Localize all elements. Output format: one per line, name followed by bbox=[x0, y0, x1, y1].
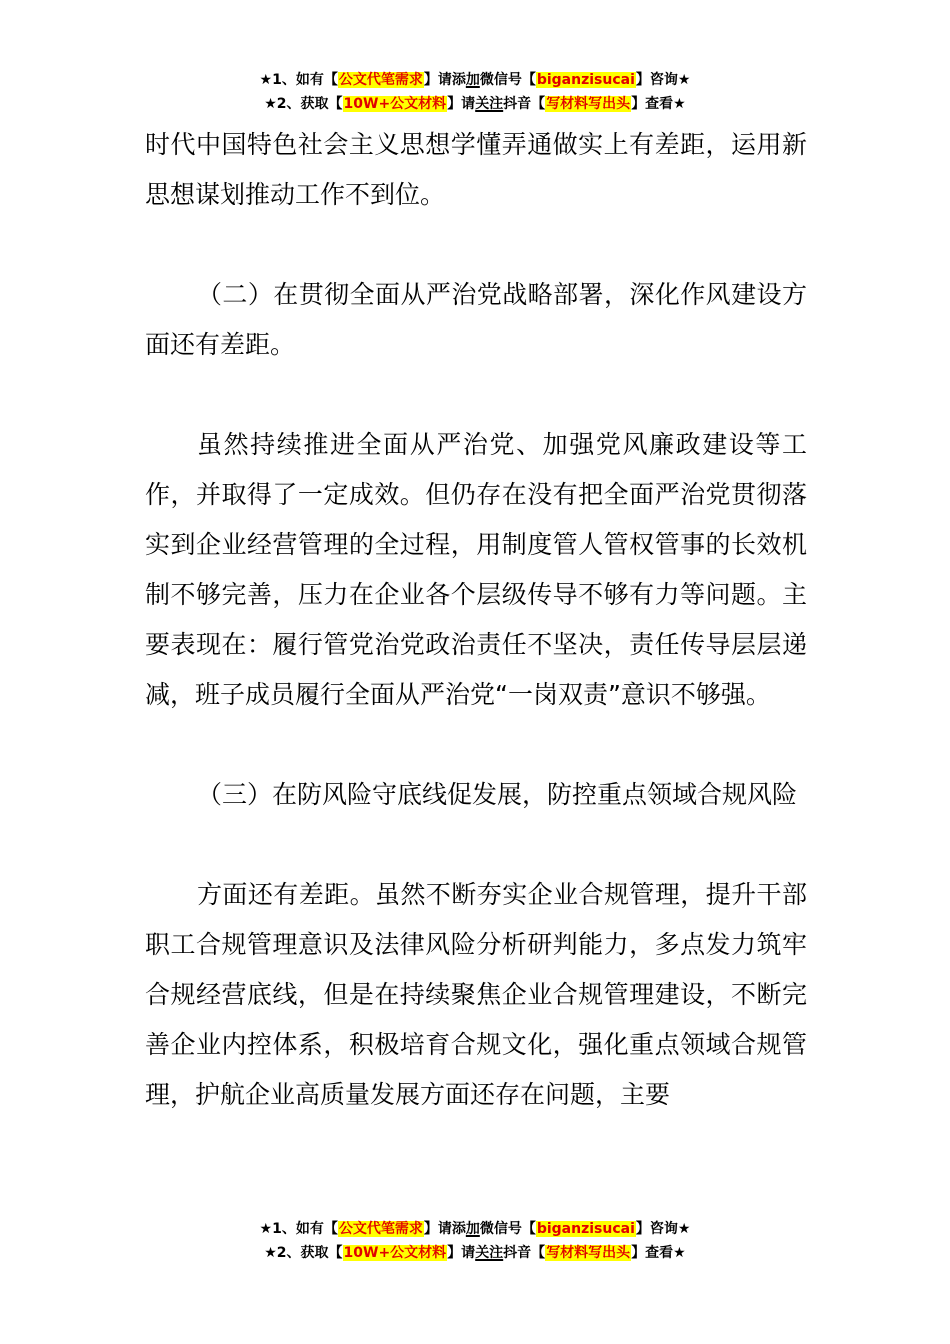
highlight-wechat-id: biganzisucai bbox=[536, 72, 635, 88]
banner-line-1: ★1、如有【公文代笔需求】请添加微信号【biganzisucai】咨询★ bbox=[259, 72, 691, 88]
banner-line-2: ★2、获取【10W+公文材料】请关注抖音【写材料写出头】查看★ bbox=[264, 96, 686, 112]
banner-line-2: ★2、获取【10W+公文材料】请关注抖音【写材料写出头】查看★ bbox=[264, 1245, 686, 1261]
paragraph-continuation: 时代中国特色社会主义思想学懂弄通做实上有差距，运用新思想谋划推动工作不到位。 bbox=[145, 130, 807, 209]
paragraph-body: 虽然持续推进全面从严治党、加强党风廉政建设等工作，并取得了一定成效。但仍存在没有把全面严治党贯彻落实到企业经营管理的全过程，用制度管人管权管事的长效机制不够完善，压力在企业各个层级传导不够有力等问题。主要表现在：履行管党治党政治责任不坚决，责任传导层层递减，班子成员履行全面从严治党“一岗双责”意识不够强。 bbox=[145, 430, 807, 709]
highlight-wechat-id: biganzisucai bbox=[536, 1221, 635, 1237]
highlight-service: 公文代笔需求 bbox=[338, 1221, 423, 1237]
footer-banner bbox=[0, 1217, 950, 1265]
section-heading-2: （二）在贯彻全面从严治党战略部署，深化作风建设方面还有差距。 bbox=[145, 280, 807, 359]
paragraph-body: 方面还有差距。虽然不断夯实企业合规管理，提升干部职工合规管理意识及法律风险分析研判能力，多点发力筑牢合规经营底线，但是在持续聚焦企业合规管理建设，不断完善企业内控体系，积极培育合规文化，强化重点领域合规管理，护航企业高质量发展方面还存在问题，主要 bbox=[145, 880, 807, 1109]
highlight-materials: 10W+公文材料 bbox=[343, 96, 447, 112]
highlight-douyin-id: 写材料写出头 bbox=[546, 96, 631, 112]
section-heading-3: （三）在防风险守底线促发展，防控重点领域合规风险 bbox=[197, 780, 798, 809]
document-body bbox=[145, 120, 807, 1120]
banner-line-1: ★1、如有【公文代笔需求】请添加微信号【biganzisucai】咨询★ bbox=[259, 1221, 691, 1237]
highlight-service: 公文代笔需求 bbox=[338, 72, 423, 88]
header-banner bbox=[0, 68, 950, 116]
highlight-materials: 10W+公文材料 bbox=[343, 1245, 447, 1261]
highlight-douyin-id: 写材料写出头 bbox=[546, 1245, 631, 1261]
